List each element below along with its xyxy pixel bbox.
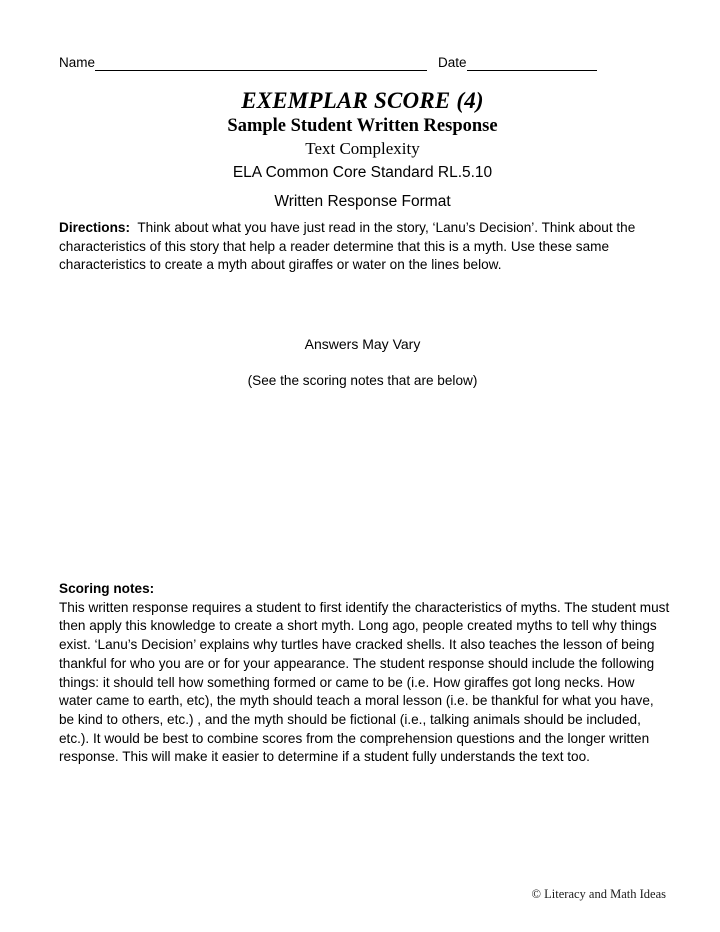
- text-complexity-subtitle: Text Complexity: [305, 139, 420, 158]
- response-format-line: Written Response Format: [274, 193, 451, 210]
- answers-block: [59, 335, 666, 390]
- exemplar-score-title: EXEMPLAR SCORE (4): [241, 88, 484, 113]
- scoring-notes-heading: Scoring notes:: [59, 581, 155, 596]
- answers-may-vary-text: Answers May Vary: [304, 336, 421, 352]
- title-block: [59, 88, 666, 212]
- name-label: Name: [59, 55, 96, 70]
- date-label: Date: [438, 55, 467, 70]
- sample-response-subtitle: Sample Student Written Response: [227, 116, 498, 136]
- scoring-notes-section: [59, 580, 671, 767]
- scoring-notes-body: This written response requires a student to first identify the characteristics of myths. The student must then apply this knowledge to create a short myth. Long ago, people created myths to tell why things exist. ‘Lanu’s Decision’ explains why turtles have cracked shells. It also teaches the lesson of being thankful for who you are or for your appearance. The student response should include the following things: it should tell how something formed or came to be (i.e. How giraffes got long necks. How water came to earth, etc), the myth should teach a moral lesson (i.e. be thankful for what you have, be kind to others, etc.) , and the myth should be fictional (i.e., talking animals should be included, etc.). It would be best to combine scores from the comprehension questions and the longer written response. This will make it easier to determine if a student fully understands the text too.: [59, 599, 670, 765]
- date-input-line[interactable]: [467, 58, 597, 71]
- name-date-row: [59, 55, 666, 71]
- standard-line: ELA Common Core Standard RL.5.10: [232, 164, 493, 181]
- directions-text: Think about what you have just read in the story, ‘Lanu’s Decision’. Think about the characteristics of this story that help a reader determine that this is a myth. Use these same characteristics to create a myth about giraffes or water on the lines below.: [59, 220, 636, 273]
- directions-label: Directions:: [59, 220, 131, 235]
- see-scoring-notes-text: (See the scoring notes that are below): [247, 373, 478, 388]
- directions-paragraph: [59, 219, 668, 275]
- name-input-line[interactable]: [95, 58, 427, 71]
- footer-copyright: © Literacy and Math Ideas: [531, 887, 666, 901]
- student-response-area[interactable]: [59, 400, 666, 572]
